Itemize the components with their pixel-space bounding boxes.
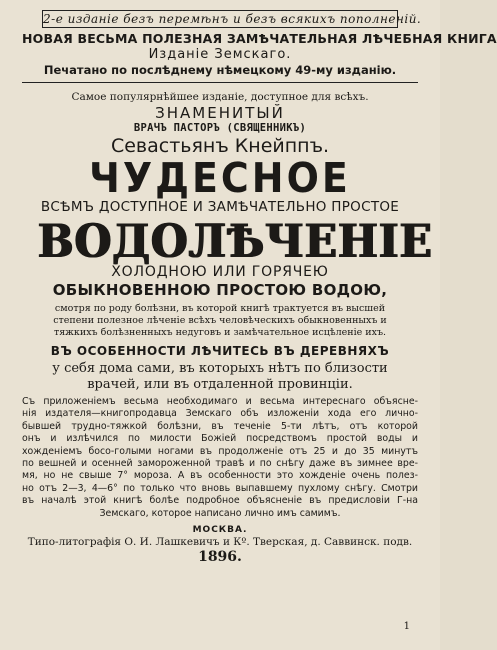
city: МОСКВА. xyxy=(192,525,248,536)
doctor-title: ВРАЧЪ ПАСТОРЪ (СВЯЩЕННИКЪ) xyxy=(133,122,307,134)
villages-line-1: у себя дома сами, въ которыхъ нѣтъ по близости xyxy=(52,361,388,376)
description-line: степени полезное лѣченіе всѣхъ человѣческихъ обыкновенныхъ и xyxy=(53,315,387,326)
body-line: бывшей трудно-тяжкой болѣзни, въ теченіе 5-ти лѣтъ, отъ которой xyxy=(22,420,418,432)
book-title-line: НОВАЯ ВЕСЬМА ПОЛЕЗНАЯ ЗАМѢЧАТЕЛЬНАЯ ЛѢЧЕБНАЯ КНИГА xyxy=(22,31,497,46)
body-line: мя, но не свыше 7° мороза. А въ особенности это хожденіе очень полез- xyxy=(22,470,418,482)
page-number: 1 xyxy=(403,621,410,632)
printed-from-note: Печатано по послѣднему нѣмецкому 49-му изданію. xyxy=(43,63,397,77)
body-line: нія издателя—книгопродавца Земскаго объ изложеніи хода его лично- xyxy=(22,408,418,420)
main-title-word: ВОДОЛѢЧЕНІЕ xyxy=(37,214,433,268)
villages-heading: ВЪ ОСОБЕННОСТИ ЛѢЧИТЕСЬ ВЪ ДЕРЕВНЯХЪ xyxy=(50,344,390,358)
body-line: но отъ 2—3, 4—6° по только что вновь выпавшему пухлому снѣгу. Смотри xyxy=(22,482,418,494)
edition-note: 2-е изданіе безъ перемѣнъ и безъ всякихъ пополненій. xyxy=(43,12,422,26)
body-line: по вешней и осенней замороженной травѣ и по снѣгу даже въ зимнее вре- xyxy=(22,458,418,470)
body-line: хожденіемъ босо-голыми ногами въ продолженіе отъ 25 и до 35 минутъ xyxy=(22,445,418,457)
body-line: Земскаго, которое написано лично имъ самимъ. xyxy=(99,507,341,519)
publication-year: 1896. xyxy=(198,549,242,566)
description-line: тяжкихъ болѣзненныхъ недуговъ и замѣчательное исцѣленіе ихъ. xyxy=(53,327,387,338)
subtitle: ВСѢМЪ ДОСТУПНОЕ И ЗАМѢЧАТЕЛЬНО ПРОСТОЕ xyxy=(40,199,400,215)
word-wonderful: ЧУДЕСНОЕ xyxy=(89,154,351,202)
author-name: Севастьянъ Кнейппъ. xyxy=(110,135,330,157)
body-line: онъ и излѣчился по милости Божіей посредствомъ простой воды и xyxy=(22,433,418,445)
famous-label: ЗНАМЕНИТЫЙ xyxy=(155,104,285,122)
popular-note: Самое популярнѣйшее изданіе, доступное для всѣхъ. xyxy=(71,91,369,103)
description-paragraph xyxy=(22,303,418,339)
body-paragraph xyxy=(22,396,418,520)
villages-line-2: врачей, или въ отдаленной провинціи. xyxy=(87,377,353,392)
ordinary-water-line: ОБЫКНОВЕННОЮ ПРОСТОЮ ВОДОЮ, xyxy=(52,281,388,299)
body-line: въ началѣ этой книгѣ болѣе подробное объясненіе въ предисловіи Г-на xyxy=(22,495,418,507)
cold-hot-line: ХОЛОДНОЮ ИЛИ ГОРЯЧЕЮ xyxy=(111,264,329,280)
body-line: Съ приложеніемъ весьма необходимаго и весьма интереснаго объясне- xyxy=(22,396,418,407)
header-divider xyxy=(22,82,418,83)
printer-line: Типо-литографія О. И. Лашкевичъ и Кº. Тверская, д. Саввинск. подв. xyxy=(27,536,413,549)
description-line: смотря по роду болѣзни, въ которой книгѣ трактуется въ высшей xyxy=(54,303,386,314)
publisher-edition: Изданіе Земскаго. xyxy=(148,47,292,62)
